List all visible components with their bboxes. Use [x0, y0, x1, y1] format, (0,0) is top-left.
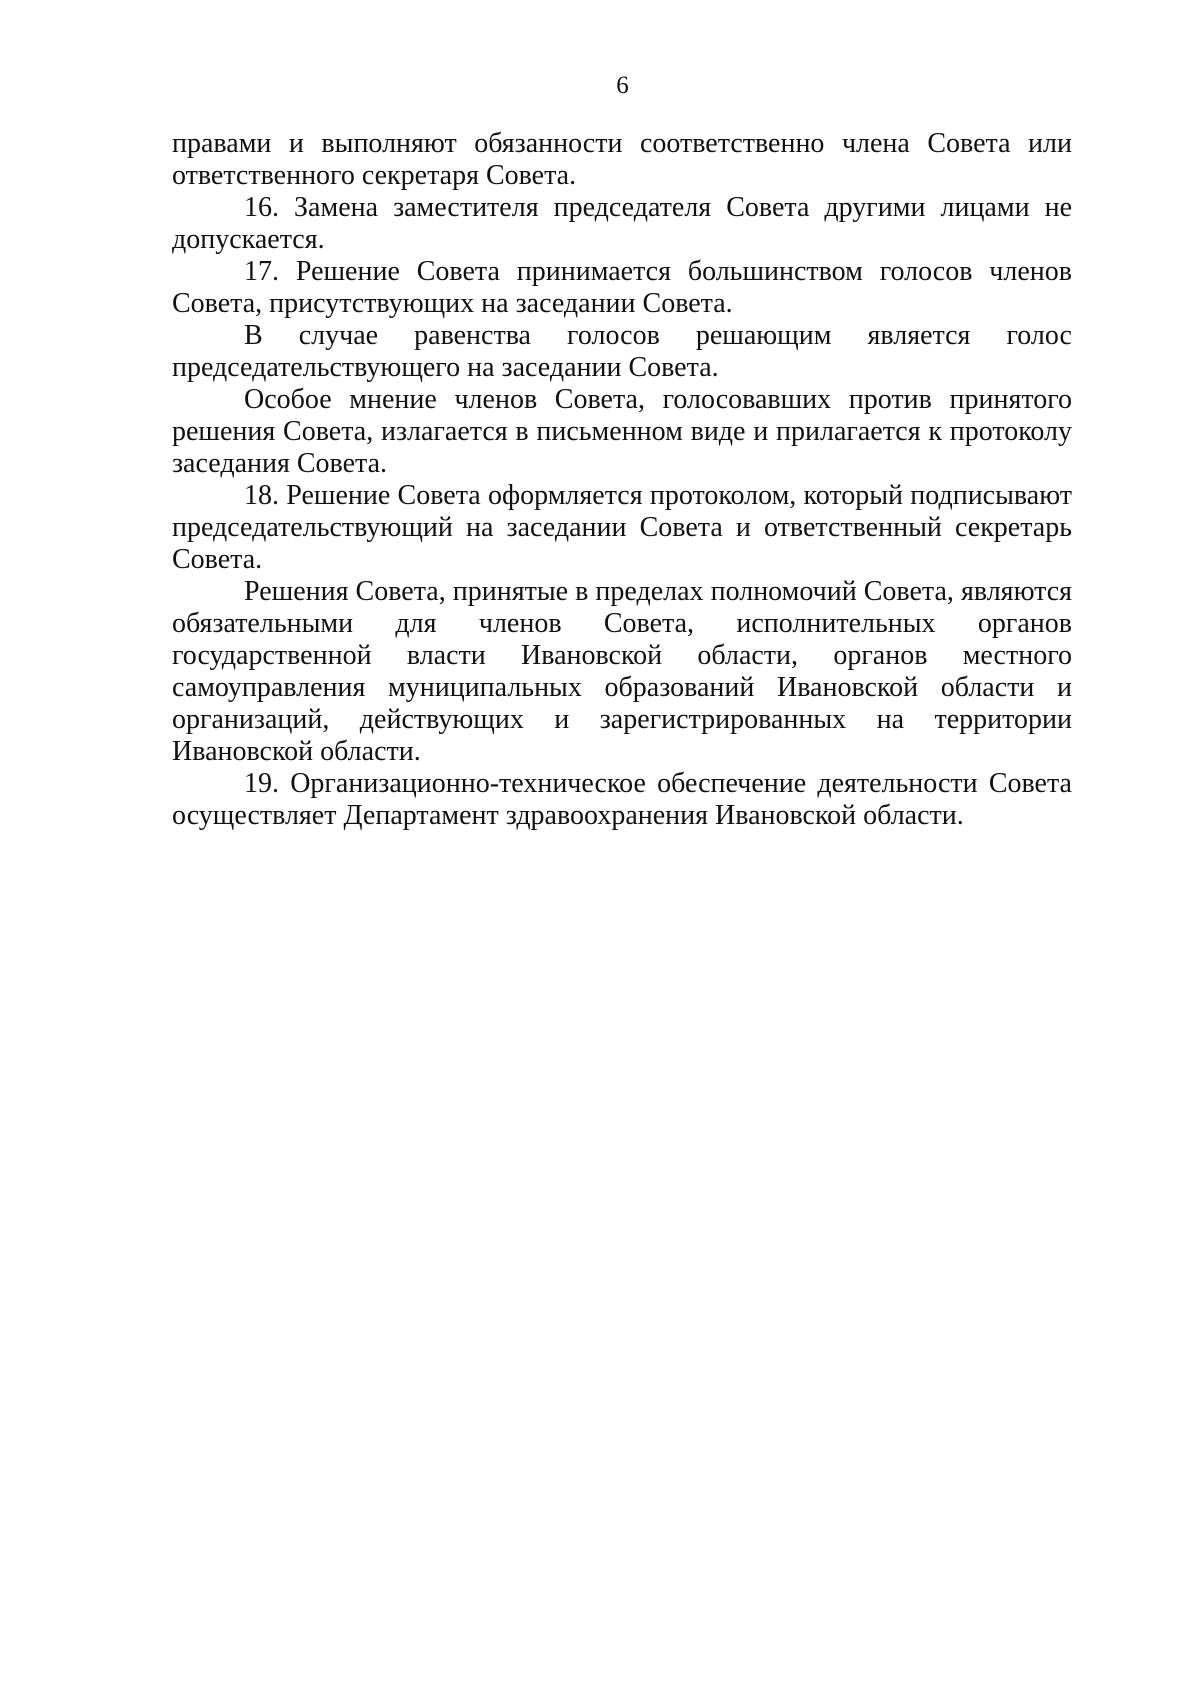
- paragraph-item-16: 16. Замена заместителя председателя Совета другими лицами не допускается.: [172, 192, 1072, 255]
- paragraph-continuation: правами и выполняют обязанности соответственно члена Совета или ответственного секретаря Совета.: [172, 128, 1072, 191]
- paragraph-binding-decisions: Решения Совета, принятые в пределах полномочий Совета, являются обязательными для членов Совета, исполнительных органов государственной власти Ивановской области, органов местного самоуправления муниципальных образований Ивановской области и организаций, действующих и зарегистрированных на территории Ивановской области.: [172, 576, 1072, 767]
- document-body: [172, 128, 1072, 832]
- paragraph-tie-vote: В случае равенства голосов решающим является голос председательствующего на заседании Совета.: [172, 320, 1072, 383]
- paragraph-item-17: 17. Решение Совета принимается большинством голосов членов Совета, присутствующих на заседании Совета.: [172, 256, 1072, 319]
- page-number: 6: [616, 72, 629, 99]
- paragraph-item-18: 18. Решение Совета оформляется протоколом, который подписывают председательствующий на заседании Совета и ответственный секретарь Совета.: [172, 480, 1072, 575]
- paragraph-dissenting-opinion: Особое мнение членов Совета, голосовавших против принятого решения Совета, излагается в письменном виде и прилагается к протоколу заседания Совета.: [172, 384, 1072, 479]
- paragraph-item-19: 19. Организационно-техническое обеспечение деятельности Совета осуществляет Департамент здравоохранения Ивановской области.: [172, 768, 1072, 831]
